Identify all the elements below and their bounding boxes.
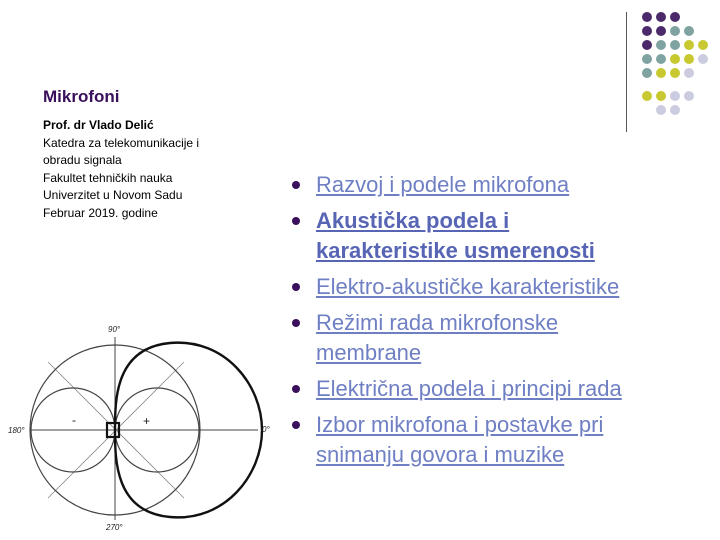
affiliation-line: Univerzitet u Novom Sadu [43,188,183,202]
sign-minus: - [72,413,76,427]
dot [642,40,652,50]
affiliation-line: Katedra za telekomunikacije i [43,135,200,150]
bullet-icon [292,319,300,327]
dot [656,26,666,36]
dot-grid-row-2 [642,26,694,36]
dot [670,105,680,115]
decorative-dot-grid [0,0,720,130]
author-block [43,117,243,222]
angle-label-0: 0° [262,425,270,434]
dot [698,40,708,50]
bullet-icon [292,217,300,225]
bullet-icon [292,283,300,291]
dot [656,91,666,101]
dot [698,54,708,64]
dot [684,68,694,78]
dot-grid-row-5 [642,68,694,78]
list-item [290,308,710,368]
list-item [290,410,710,470]
dot [670,12,680,22]
affiliation-line: Fakultet tehničkih nauka [43,170,173,185]
angle-label-90: 90° [108,325,121,334]
affiliation-line: Februar 2019. godine [43,205,158,220]
dot [642,54,652,64]
author-name: Prof. dr Vlado Delić [43,118,154,132]
dot-grid-row-1 [642,12,680,22]
dot [642,91,652,101]
list-item [290,170,710,200]
dot [642,26,652,36]
dot [670,91,680,101]
sign-plus: + [143,414,151,428]
dot [656,68,666,78]
bullet-icon [292,181,300,189]
dot [642,12,652,22]
decorative-vertical-line [626,12,627,132]
polar-pattern-diagram [0,318,290,540]
topic-link-akusticka-podela[interactable]: Akustička podela i karakteristike usmerenosti [316,208,595,263]
slide-title: Mikrofoni [43,87,120,106]
dot [670,26,680,36]
dot [656,12,666,22]
dot [684,26,694,36]
dot [670,54,680,64]
dot [670,68,680,78]
dot [684,91,694,101]
affiliation-line: obradu signala [43,153,122,167]
dot-grid-row-6 [642,91,694,101]
angle-label-270: 270° [106,523,123,532]
list-item [290,272,710,302]
dot [684,40,694,50]
topic-list [290,170,710,476]
topic-link-izbor-mikrofona[interactable]: Izbor mikrofona i postavke pri snimanju govora i muzike [316,412,604,467]
dot-grid-row-4 [642,54,708,64]
topic-link-razvoj[interactable]: Razvoj i podele mikrofona [316,172,570,197]
bullet-icon [292,385,300,393]
dot-grid-row-3 [642,40,708,50]
dot [642,68,652,78]
bullet-icon [292,421,300,429]
topic-link-rezimi-rada[interactable]: Režimi rada mikrofonske membrane [316,310,559,365]
dot [656,105,666,115]
dot [684,54,694,64]
dot [656,40,666,50]
list-item [290,374,710,404]
angle-label-180: 180° [8,426,25,435]
topic-link-elektricna-podela[interactable]: Električna podela i principi rada [316,376,622,401]
list-item [290,206,710,266]
dot [656,54,666,64]
topic-link-elektro-akusticke[interactable]: Elektro-akustičke karakteristike [316,274,620,299]
dot [670,40,680,50]
dot-grid-row-7 [656,105,680,115]
